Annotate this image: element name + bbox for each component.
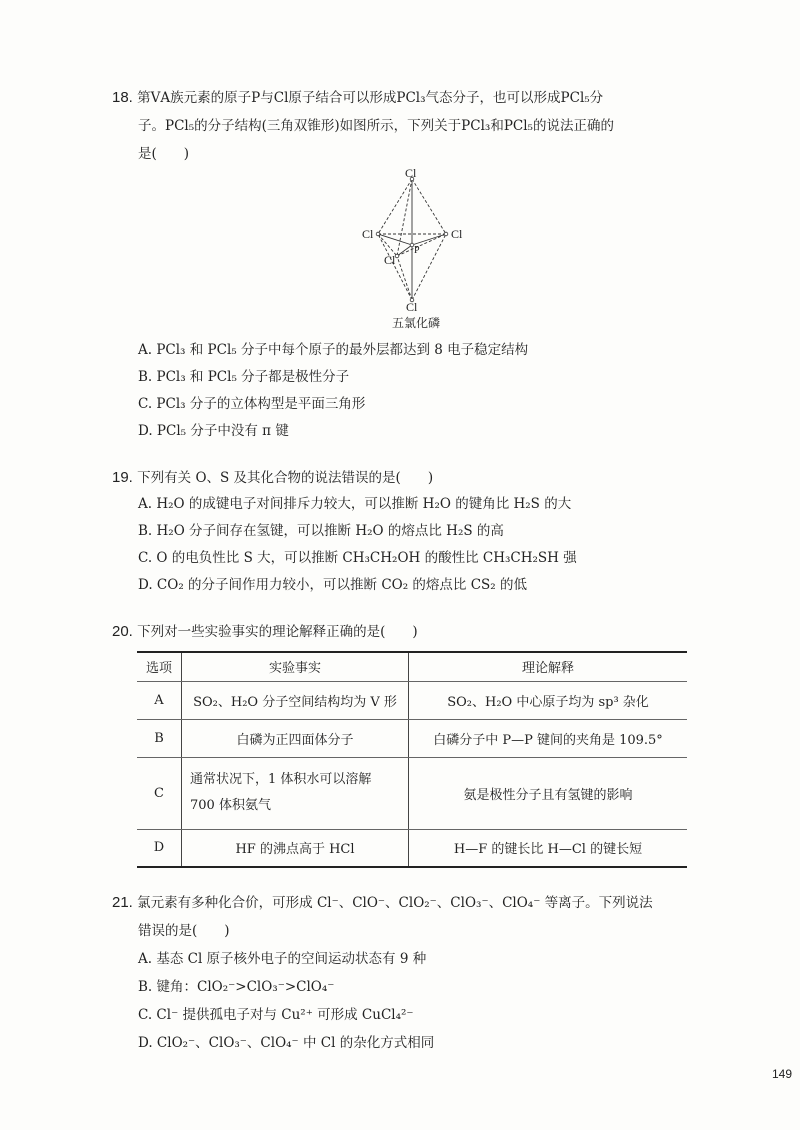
- bond-p-front: [397, 245, 412, 256]
- row-c-option: C: [137, 757, 182, 829]
- row-a-explain: SO₂、H₂O 中心原子均为 sp³ 杂化: [409, 681, 688, 719]
- row-a-option: A: [137, 681, 182, 719]
- q21-number: 21.: [112, 894, 133, 911]
- row-b-fact: 白磷为正四面体分子: [182, 719, 409, 757]
- row-c-fact-line2: 700 体积氨气: [190, 798, 271, 813]
- row-a-fact: SO₂、H₂O 分子空间结构均为 V 形: [182, 681, 409, 719]
- row-b-explain: 白磷分子中 P—P 键间的夹角是 109.5°: [409, 719, 688, 757]
- q21-stem-text-1: 氯元素有多种化合价，可形成 Cl⁻、ClO⁻、ClO₂⁻、ClO₃⁻、ClO₄⁻ 等离子。下列说法: [137, 895, 653, 911]
- q21-option-b: B. 键角：ClO₂⁻>ClO₃⁻>ClO₄⁻: [138, 979, 335, 995]
- q18-option-c: C. PCl₃ 分子的立体构型是平面三角形: [138, 396, 366, 412]
- q19-number: 19.: [112, 469, 133, 486]
- q18-option-b: B. PCl₃ 和 PCl₅ 分子都是极性分子: [138, 369, 350, 385]
- atom-p-center: P: [414, 245, 420, 256]
- q20-stem-text: 下列对一些实验事实的理论解释正确的是( ): [137, 624, 418, 640]
- q19-option-b: B. H₂O 分子间存在氢键，可以推断 H₂O 的熔点比 H₂S 的高: [138, 523, 504, 539]
- q18-option-d: D. PCl₅ 分子中没有 π 键: [138, 423, 289, 439]
- q19-stem-text: 下列有关 O、S 及其化合物的说法错误的是( ): [137, 470, 434, 486]
- row-b-option: B: [137, 719, 182, 757]
- atom-cl-top: Cl: [405, 166, 417, 180]
- q18-option-a: A. PCl₃ 和 PCl₅ 分子中每个原子的最外层都达到 8 电子稳定结构: [138, 342, 529, 358]
- q20-stem: [112, 622, 418, 642]
- table-header-row: [137, 652, 687, 681]
- q18-stem-line3: 是( ): [138, 146, 190, 162]
- table-row: [137, 757, 687, 829]
- row-c-fact: [182, 757, 409, 829]
- q20-number: 20.: [112, 623, 133, 640]
- atom-cl-front: Cl: [384, 253, 396, 267]
- header-explain: 理论解释: [409, 652, 688, 681]
- row-d-explain: H—F 的键长比 H—Cl 的键长短: [409, 829, 688, 867]
- page-number: 149: [772, 1067, 793, 1081]
- q21-stem-line1: [112, 893, 653, 913]
- table-row: [137, 719, 687, 757]
- row-c-explain: 氨是极性分子且有氢键的影响: [409, 757, 688, 829]
- atom-cl-left: Cl: [362, 227, 374, 241]
- q18-stem-line1: [112, 88, 603, 108]
- q18-stem-text-1: 第ⅤA族元素的原子P与Cl原子结合可以形成PCl₃气态分子，也可以形成PCl₅分: [137, 90, 604, 106]
- header-fact: 实验事实: [182, 652, 409, 681]
- header-option: 选项: [137, 652, 182, 681]
- row-d-fact: HF 的沸点高于 HCl: [182, 829, 409, 867]
- q21-stem-line2: 错误的是( ): [138, 923, 230, 939]
- row-d-option: D: [137, 829, 182, 867]
- diagram-caption: 五氯化磷: [392, 316, 441, 330]
- row-c-fact-line1: 通常状况下，1 体积水可以溶解: [190, 772, 372, 787]
- q19-stem: [112, 468, 433, 488]
- q21-option-c: C. Cl⁻ 提供孤电子对与 Cu²⁺ 可形成 CuCl₄²⁻: [138, 1007, 414, 1023]
- experiment-table: [137, 651, 687, 868]
- table-row: [137, 681, 687, 719]
- q18-stem-line2: 子。PCl₅的分子结构(三角双锥形)如图所示，下列关于PCl₃和PCl₅的说法正确的: [138, 118, 614, 134]
- q21-option-a: A. 基态 Cl 原子核外电子的空间运动状态有 9 种: [138, 951, 427, 967]
- q19-option-d: D. CO₂ 的分子间作用力较小，可以推断 CO₂ 的熔点比 CS₂ 的低: [138, 577, 527, 593]
- q19-option-a: A. H₂O 的成键电子对间排斥力较大，可以推断 H₂O 的键角比 H₂S 的大: [138, 496, 572, 512]
- atom-cl-right: Cl: [451, 227, 463, 241]
- pcl5-structure-diagram: [352, 165, 482, 335]
- bond-p-right: [412, 234, 446, 245]
- q21-option-d: D. ClO₂⁻、ClO₃⁻、ClO₄⁻ 中 Cl 的杂化方式相同: [138, 1035, 435, 1051]
- q19-option-c: C. O 的电负性比 S 大，可以推断 CH₃CH₂OH 的酸性比 CH₃CH₂SH 强: [138, 550, 577, 566]
- table-row: [137, 829, 687, 867]
- atom-cl-bottom: Cl: [406, 300, 418, 314]
- q18-number: 18.: [112, 89, 133, 106]
